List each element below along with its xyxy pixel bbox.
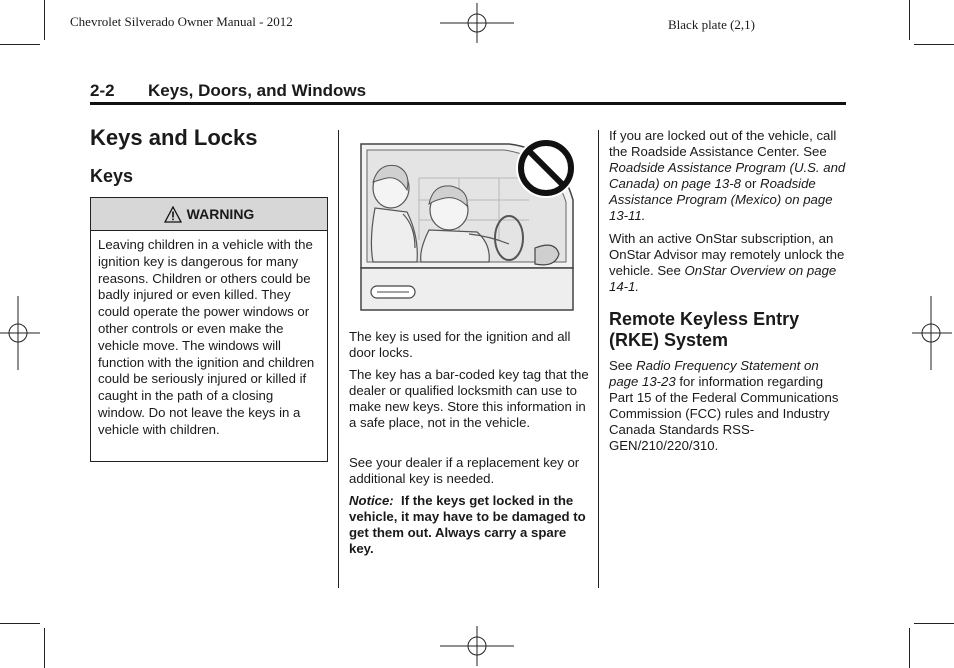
- radio-frequency-link[interactable]: Radio Frequency Statement on page 13-23: [609, 358, 819, 389]
- onstar-overview-link[interactable]: OnStar Overview on page 14-1: [609, 263, 837, 294]
- lockout-text: If you are locked out of the vehicle, call the Roadside Assistance Center. See: [609, 128, 837, 159]
- page-heading: Keys and Locks: [90, 125, 258, 150]
- section-rule: [90, 102, 846, 105]
- lockout-paragraph: [609, 128, 849, 224]
- notice-text: If the keys get locked in the vehicle, it may have to be damaged to get them out. Always carry a spare key.: [349, 493, 586, 556]
- roadside-us-link[interactable]: Roadside Assistance Program (U.S. and Canada) on page 13-8: [609, 160, 846, 191]
- plate-label: Black plate (2,1): [668, 17, 755, 32]
- registration-mark-icon: [440, 626, 514, 666]
- period: .: [635, 279, 640, 294]
- onstar-text: With an active OnStar subscription, an OnStar Advisor may remotely unlock the vehicle. See: [609, 231, 845, 278]
- manual-title: Chevrolet Silverado Owner Manual - 2012: [70, 14, 293, 29]
- rke-see-text: See: [609, 358, 637, 373]
- warning-box: [90, 197, 328, 462]
- no-symbol-icon: [516, 140, 576, 198]
- registration-mark-icon: [912, 296, 952, 370]
- roadside-mexico-link[interactable]: Roadside Assistance Program (Mexico) on page 13-11: [609, 176, 833, 223]
- registration-mark-icon: [0, 296, 40, 370]
- keys-subheading: Keys: [90, 166, 134, 186]
- notice-label: Notice:: [349, 493, 394, 508]
- key-tag-paragraph: The key has a bar-coded key tag that the dealer or qualified locksmith can use to make new keys. Store this information in a safe place, not in the vehicle.: [349, 367, 589, 430]
- registration-mark-icon: [440, 3, 514, 43]
- warning-text: Leaving children in a vehicle with the ignition key is dangerous for many reasons. Children or others could be badly injured or even killed. They could operate the power windows or other controls or even make the vehicle move. The windows will function with the ignition and children could be seriously injured or killed if caught in the path of a closing window. Do not leave the keys in a vehicle with children.: [98, 237, 315, 437]
- warning-icon: [164, 206, 182, 223]
- period: .: [641, 208, 646, 223]
- rke-heading: Remote Keyless Entry (RKE) System: [609, 309, 800, 350]
- crop-mark: [909, 628, 910, 668]
- key-usage-paragraph: The key is used for the ignition and all door locks.: [349, 329, 571, 360]
- crop-mark: [0, 623, 40, 624]
- column-divider: [598, 130, 599, 588]
- crop-mark: [914, 623, 954, 624]
- warning-header: [91, 198, 327, 231]
- warning-label: WARNING: [186, 206, 255, 222]
- crop-mark: [44, 628, 45, 668]
- crop-mark: [44, 0, 45, 40]
- rke-text: for information regarding Part 15 of the Federal Communications Commission (FCC) rules and Industry Canada Standards RSS-GEN/210/220/310.: [609, 374, 839, 453]
- section-header: [90, 81, 846, 101]
- section-title: Keys, Doors, and Windows: [148, 81, 367, 100]
- or-text: or: [740, 176, 761, 191]
- crop-mark: [909, 0, 910, 40]
- rke-paragraph: [609, 358, 849, 454]
- column-divider: [338, 130, 339, 588]
- onstar-paragraph: [609, 231, 849, 295]
- notice-paragraph: [349, 493, 589, 557]
- section-number: 2-2: [90, 81, 115, 100]
- crop-mark: [914, 44, 954, 45]
- crop-mark: [0, 44, 40, 45]
- replacement-key-paragraph: See your dealer if a replacement key or additional key is needed.: [349, 455, 580, 486]
- children-in-vehicle-illustration: [359, 140, 576, 312]
